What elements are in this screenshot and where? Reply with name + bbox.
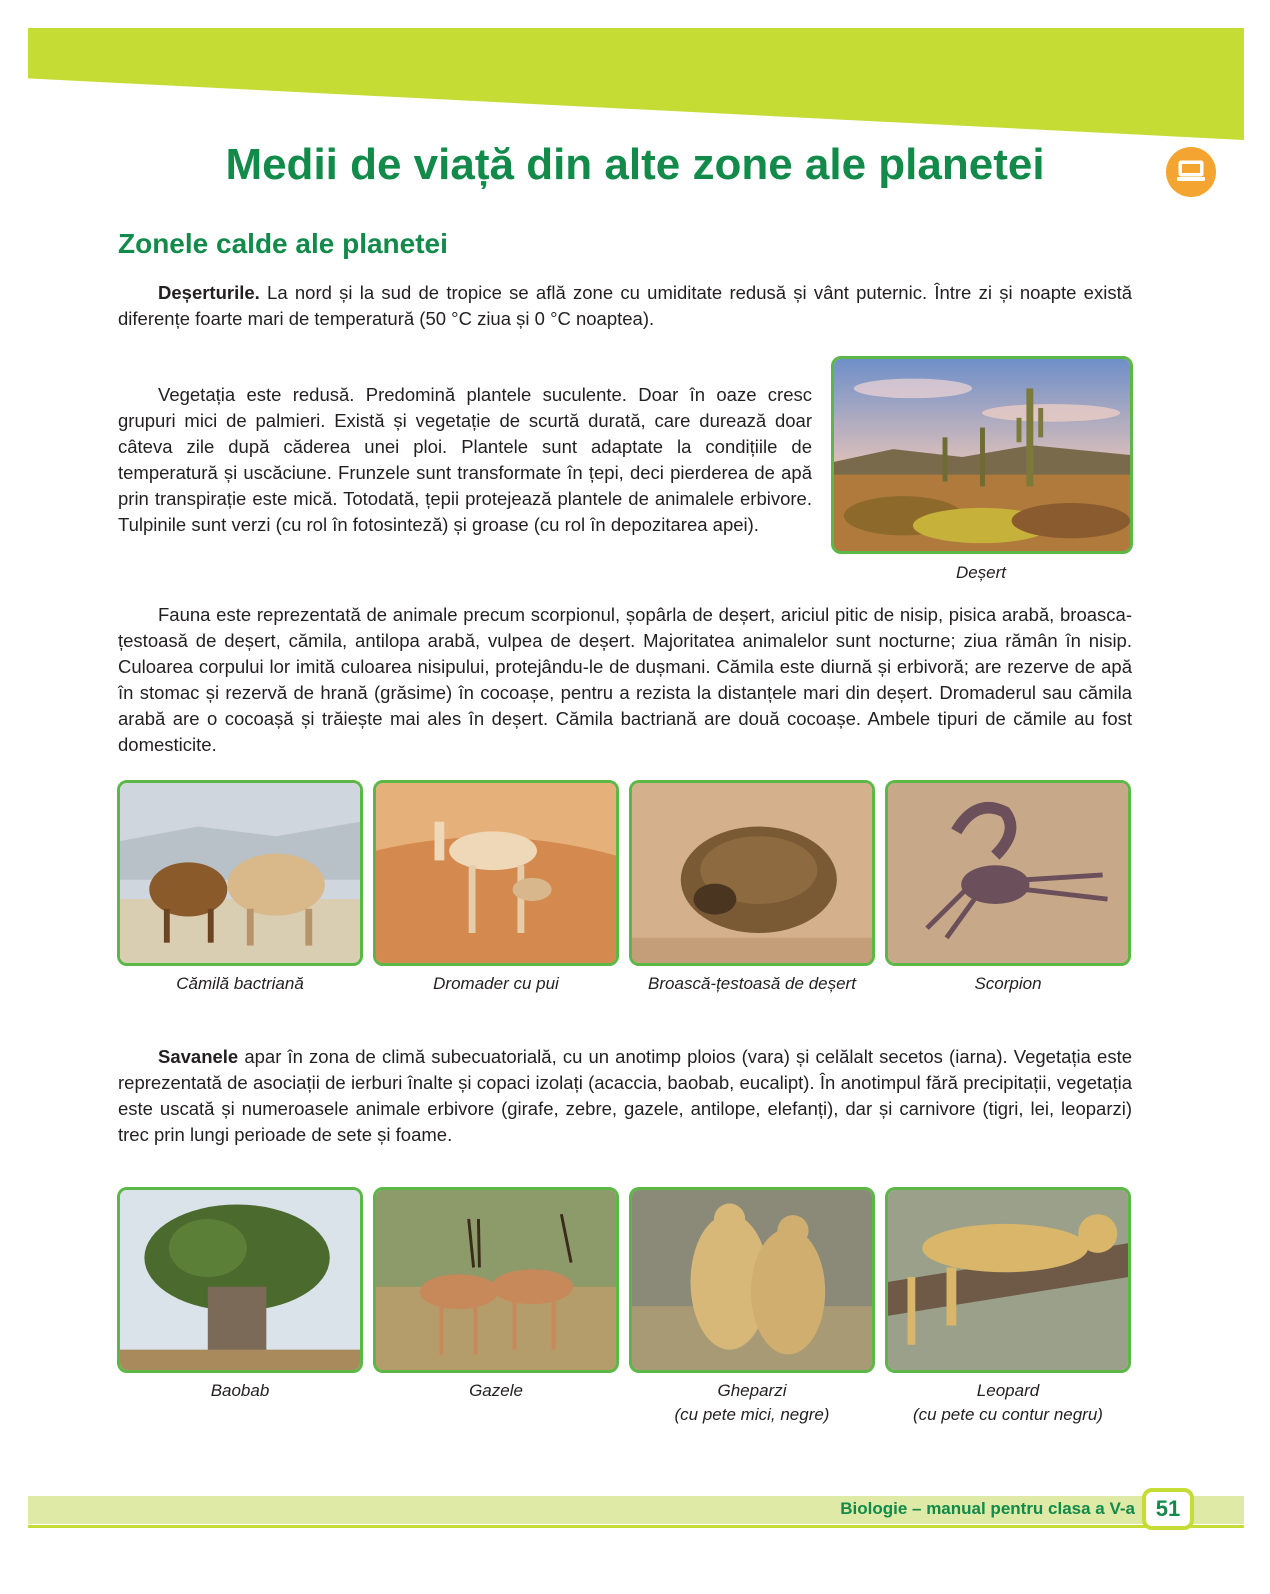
digital-lesson-icon[interactable]	[1166, 147, 1216, 197]
baobab-photo	[117, 1187, 363, 1373]
gazelle-caption-line1: Gazele	[469, 1381, 523, 1400]
leopard-photo	[885, 1187, 1131, 1373]
footer-divider	[28, 1525, 1244, 1528]
dromedary-caption: Dromader cu pui	[433, 974, 559, 993]
vegetation-text: Vegetația este redusă. Predomină plantele suculente. Doar în oaze cresc grupuri mici de palmieri. Există și vegetație de scurtă durată, care durează doar câteva zile după căderea unei ploi. Plantele sunt adaptate la condițiile de temperatură și uscăciune. Frunzele sunt transformate în țepi, deci pierderea de apă prin transpirație este mică. Totodată, țepii protejează plantele de animalele erbivore. Tulpinile sunt verzi (cu rol în fotosinteză) și groase (cu rol în depozitarea apei).	[118, 384, 812, 535]
leopard-caption-line1: Leopard	[976, 1381, 1040, 1400]
desert-photo	[831, 356, 1133, 554]
desert-tortoise-photo	[629, 780, 875, 966]
fauna-text: Fauna este reprezentată de animale precum scorpionul, șopârla de deșert, ariciul pitic de nisip, pisica arabă, broasca-țestoasă de deșert, cămila, antilopa arabă, vulpea de deșert. Majoritatea animalelor sunt nocturne; ziua rămân în nisip. Culoarea corpului lor imită culoarea nisipului, protejându-le de dușmani. Cămila este diurnă și erbivoră; are rezerve de apă în stomac și rezervă de hrană (grăsime) în cocoașe, pentru a rezista la distanțele mari din deșert. Dromaderul sau cămila arabă are o cocoașă și trăiește mai ales în deșert. Cămila bactriană are două cocoașe. Ambele tipuri de cămile au fost domesticite.	[118, 604, 1132, 755]
page-number: 51	[1142, 1488, 1194, 1530]
cheetahs-caption-line2: (cu pete mici, negre)	[674, 1405, 830, 1424]
gazelle-photo	[373, 1187, 619, 1373]
paragraph-fauna	[118, 602, 1132, 758]
bactrian-camel-caption: Cămilă bactriană	[176, 974, 304, 993]
page-title: Medii de viață din alte zone ale planetei	[225, 140, 1045, 189]
savanna-text: apar în zona de climă subecuatorială, cu un anotimp ploios (vara) și celălalt secetos (iarna). Vegetația este reprezentată de asociații de ierburi înalte și copaci izolați (acaccia, baobab, eucalipt). În anotimpul fără precipitații, vegetația este uscată și numeroasele animale erbivore (girafe, zebre, gazele, antilope, elefanți), dar și carnivore (tigri, lei, leoparzi) trec prin lungi perioade de sete și foame.	[118, 1046, 1132, 1145]
footer-book-title: Biologie – manual pentru clasa a V-a	[840, 1499, 1135, 1518]
savanna-lead: Savanele	[158, 1046, 239, 1067]
leopard-caption	[885, 1379, 1131, 1427]
deserts-lead: Deșerturile.	[158, 282, 260, 303]
bactrian-camel-photo	[117, 780, 363, 966]
cheetahs-photo	[629, 1187, 875, 1373]
scorpion-photo	[885, 780, 1131, 966]
gazelle-caption	[373, 1379, 619, 1403]
baobab-caption	[117, 1379, 363, 1403]
top-banner	[28, 28, 1244, 140]
baobab-caption-line1: Baobab	[210, 1381, 270, 1400]
leopard-caption-line2: (cu pete cu contur negru)	[913, 1405, 1103, 1424]
cheetahs-caption-line1: Gheparzi	[717, 1381, 787, 1400]
deserts-text: La nord și la sud de tropice se află zone cu umiditate redusă și vânt puternic. Între zi și noapte există diferențe foarte mari de temperatură (50 °C ziua și 0 °C noaptea).	[118, 282, 1132, 329]
paragraph-deserts	[118, 280, 1132, 332]
dromedary-photo	[373, 780, 619, 966]
tortoise-caption: Broască-țestoasă de deșert	[648, 974, 856, 993]
section-title: Zonele calde ale planetei	[118, 228, 448, 259]
cheetahs-caption	[629, 1379, 875, 1427]
paragraph-savanna	[118, 1044, 1132, 1148]
paragraph-vegetation	[118, 382, 812, 538]
desert-caption: Deșert	[955, 563, 1007, 582]
scorpion-caption: Scorpion	[974, 974, 1042, 993]
